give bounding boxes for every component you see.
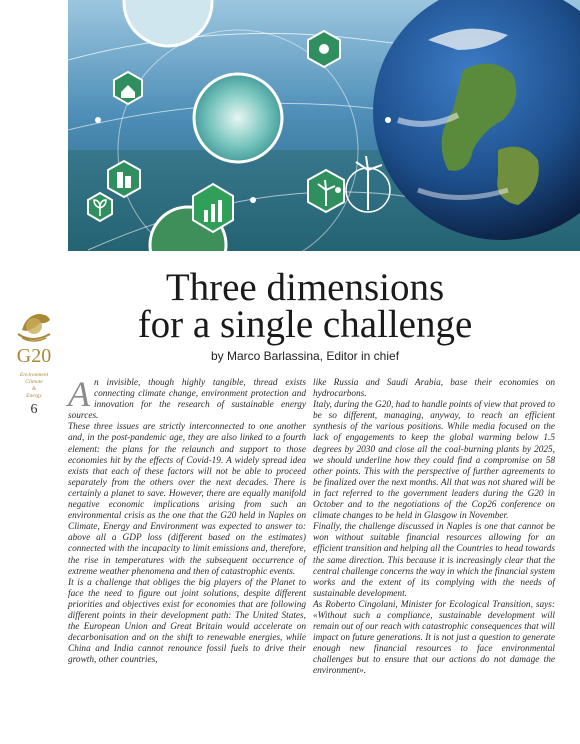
article-title-line1: Three dimensions — [165, 266, 445, 309]
plant-hexagon-icon — [88, 193, 112, 221]
house-hexagon-icon — [114, 72, 142, 104]
wave-bubble-icon — [194, 74, 282, 162]
paragraph: It is a challenge that obliges the big players of the Planet to face the need to figure out joint solutions, despite different priorities and objectives exist for economies that are following different points in their development path: The United States, the European Union and Great Britain would accelerate on decarbonisation and on the shift to renewable energies, while China and India cannot renounce fossil fuels to drive their growth, other countries, — [68, 577, 306, 666]
paragraph: An invisible, though highly tangible, thread exists connecting climate change, environment protection and innovation for the research of sustainable energy sources. — [68, 374, 306, 422]
solar-hexagon-icon — [308, 31, 340, 67]
article-column-2 — [313, 378, 555, 678]
page-number: 6 — [30, 402, 38, 417]
byline: by Marco Barlassina, Editor in chief — [210, 349, 400, 363]
paragraph: Finally, the challenge discussed in Naples is one that cannot be won without suitable financial resources allowing for an efficient transition and helping all the Countries to head towards the same direction. This because it is increasingly clear that the central challenge concerns the way in which the financial system works and the extent of its complying with the needs of sustainable development. — [313, 522, 555, 599]
g20-subtitle: Environment Climate & Energy — [19, 372, 49, 399]
buildings-hexagon-icon — [108, 161, 140, 197]
article-title-line2: for a single challenge — [137, 303, 473, 346]
g20-logo-icon — [14, 308, 54, 346]
paragraph: These three issues are strictly interconnected to one another and, in the post-pandemic age, they are also linked to a fourth element: the plans for the relaunch and support to those economies hit by the effects of Covid-19. A widely spread idea exists that each of these factors will not be able to proceed separately from the others over the next decades. There is certainly a planet to save. However, there are equally manifold negative economic implications arising from such an environmental crisis as the one that the G20 held in Naples on Climate, Energy and Environment was expected to answer to: above all a GDP loss (different based on the estimates) connected with the incapacity to limit emissions and, therefore, the rise in temperatures with the subsequent occurrence of extreme weather phenomena and then of catastrophic events. — [68, 422, 306, 577]
paragraph: As Roberto Cingolani, Minister for Ecological Transition, says: «Without such a compliance, sustainable development will remain out of our reach with catastrophic consequences that will impact on future generations. It is not just a question to generate enough new financial resources to face environmental challenges but to ensure that our actions do not damage the environment». — [313, 599, 555, 677]
article-column-1 — [68, 374, 306, 666]
g20-logo-text: G20 — [16, 345, 52, 367]
paragraph: Italy, during the G20, had to handle points of view that proved to be so different, managing, anyway, to reach an efficient synthesis of the various positions. While media focused on the lack of engagements to keep the global warming below 1.5 degrees by 2030 and close all the coal-burning plants by 2025, we should underline how they could find a compromise on 58 other points. This with the perspective of further agreements to be finalized over the next months. All that was not shared will be in fact referred to the government leaders during the G20 in October and to the negotiations of the Cop26 conference on climate changes to be held in Glasgow in November. — [313, 400, 555, 522]
paragraph: like Russia and Saudi Arabia, base their economies on hydrocarbons. — [313, 378, 555, 400]
drop-cap: A — [68, 374, 90, 414]
hero-image — [68, 0, 580, 251]
